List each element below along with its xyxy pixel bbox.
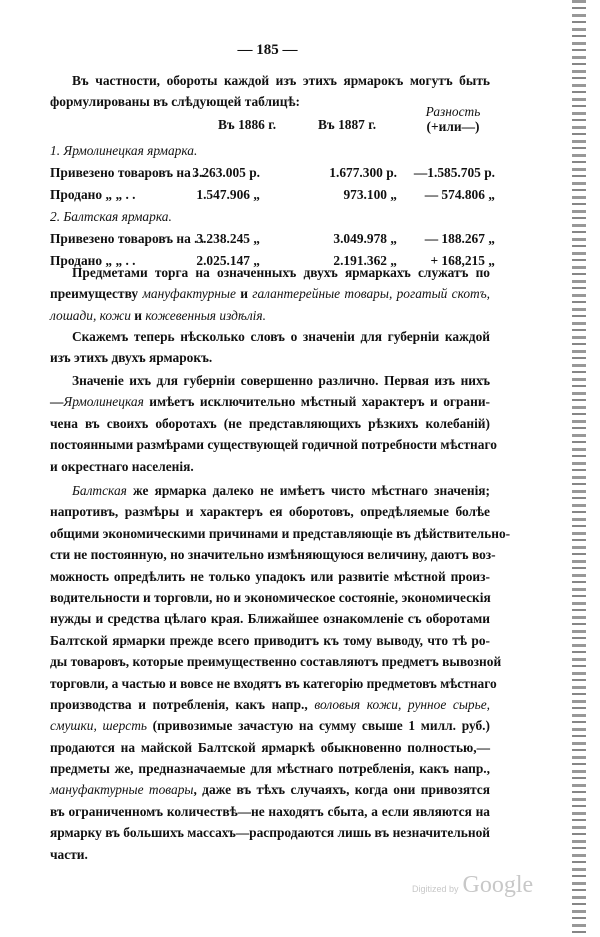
table-row [50, 162, 495, 184]
paragraph-yarmolintsy [50, 370, 497, 477]
watermark-prefix: Digitized by [412, 884, 459, 894]
text-line [50, 758, 490, 779]
text-line [50, 326, 490, 347]
text-line [50, 715, 490, 736]
text-segment: предметы же, предназначаемые для мѣстнаго потребленія, какъ напр., [50, 761, 490, 777]
table-row [50, 228, 495, 250]
table-cell: —1.585.705 р. [413, 165, 495, 180]
paragraph-significance [50, 326, 490, 369]
table-section-title: 1. Ярмолинецкая ярмарка. [50, 143, 198, 158]
header-difference-sign: (+или—) [426, 119, 480, 134]
text-line [50, 347, 490, 368]
text-line [50, 456, 490, 477]
text-segment: водительности и торговли, но и экономическое состояніе, экономическія [50, 589, 491, 605]
text-line [50, 737, 490, 758]
text-segment: Значеніе ихъ для губерніи совершенно различно. Первая изъ нихъ [72, 373, 490, 388]
table-cell: Привезено товаровъ на . . [50, 231, 205, 246]
text-line [50, 651, 502, 672]
table-cell: 2.025.147 „ [196, 253, 260, 268]
text-segment: ярмарку въ большихъ массахъ—распродаются лишь въ незначительной [50, 825, 490, 841]
paragraph-goods [50, 262, 490, 326]
text-line [50, 523, 511, 544]
text-segment: ды товаровъ, которые преимущественно составляютъ предметъ вывозной [50, 654, 502, 670]
text-segment: торговли, а частью и вовсе не входятъ въ категорію предметовъ мѣстнаго [50, 675, 497, 691]
text-segment: нужды и средства цѣлаго края. Ближайшее ознакомленіе съ оборотами [50, 611, 490, 627]
text-line [50, 434, 497, 455]
text-line [50, 587, 490, 608]
table-cell: Привезено товаровъ на . . [50, 165, 205, 180]
text-line [50, 694, 490, 715]
text-segment: Скажемъ теперь нѣсколько словъ о значеніи для губерніи каждой [72, 329, 490, 344]
table-cell: 3.238.245 „ [196, 231, 260, 246]
text-segment: Балтская [72, 483, 127, 498]
text-segment: — [50, 394, 64, 410]
text-line [50, 70, 490, 91]
text-segment: Предметами торга на означенныхъ двухъ ярмаркахъ служатъ по [72, 265, 490, 280]
fair-turnover-table [50, 104, 495, 272]
text-segment: и [130, 307, 146, 323]
text-line [50, 673, 497, 694]
text-segment: лошади, кожи [50, 307, 131, 323]
text-segment: преимуществу [50, 286, 143, 302]
text-segment: сти не постоянную, но значительно измѣняющуюся величину, даютъ воз- [50, 547, 496, 563]
text-segment: Балтской ярмарки прежде всего приводитъ къ тому выводу, что тѣ ро- [50, 632, 490, 648]
text-segment: части. [50, 846, 88, 862]
text-segment: , даже въ тѣхъ случаяхъ, когда они привозятся [193, 782, 490, 798]
text-segment: Ярмолинецкая [63, 394, 144, 410]
text-segment: мануфактурные товары [50, 782, 194, 798]
table-cell: 1.547.906 „ [196, 187, 260, 202]
header-difference-label: Разность [425, 104, 481, 119]
text-segment: продаются на майской Балтской ярмаркѣ обыкновенно полностью,— [50, 739, 490, 755]
text-segment: производства и потребленія, какъ напр., [50, 696, 315, 712]
text-segment: изъ этихъ двухъ ярмарокъ. [50, 350, 213, 366]
text-line [50, 801, 490, 822]
text-line [50, 630, 490, 651]
text-segment: въ ограниченномъ количествѣ—не находятъ сбыта, а если являются на [50, 803, 490, 819]
text-line [50, 544, 496, 565]
text-segment: же ярмарка далеко не имѣетъ чисто мѣстнаго значенія; [126, 483, 490, 498]
text-segment: галантерейные товары, рогатый скотъ, [252, 286, 490, 302]
text-segment: напротивъ, размѣры и характеръ ея оборотовъ, опредѣляемые болѣе [50, 504, 490, 520]
text-segment: и окрестнаго населенія. [50, 458, 194, 474]
table-cell: Продано „ „ . . [50, 187, 136, 202]
text-segment: кожевенныя издѣлія. [145, 307, 266, 323]
table-row [50, 184, 495, 206]
text-line [50, 608, 490, 629]
google-watermark [412, 872, 533, 899]
text-line [50, 391, 490, 412]
table-cell: + 168,215 „ [430, 253, 495, 268]
text-line [50, 283, 490, 304]
table-cell: 2.191.362 „ [333, 253, 397, 268]
page-number: — 185 — [237, 42, 298, 58]
text-line [50, 844, 490, 865]
header-1887: Въ 1887 г. [318, 117, 377, 132]
scan-edge [572, 0, 586, 937]
text-segment: формулированы въ слѣдующей таблицѣ: [50, 94, 300, 110]
text-segment: воловыя кожи, рунное сырье, [314, 696, 490, 712]
text-line [50, 305, 490, 326]
text-line [50, 566, 490, 587]
table-cell: 3.263.005 р. [192, 165, 260, 180]
watermark-brand: Google [462, 872, 534, 898]
paragraph-balta [50, 480, 511, 865]
table-cell: — 574.806 „ [424, 187, 495, 202]
text-line [50, 262, 490, 283]
text-line [50, 779, 490, 800]
text-segment: можность опредѣлить не только упадокъ или развитіе мѣстной произ- [50, 568, 490, 584]
table-cell: 1.677.300 р. [329, 165, 397, 180]
text-segment: (привозимые зачастую на сумму свыше 1 милл. руб.) [146, 718, 490, 734]
table-cell: 3.049.978 „ [333, 231, 397, 246]
text-line [50, 501, 490, 522]
table-section-title: 2. Балтская ярмарка. [50, 209, 172, 224]
text-segment: смушки, шерсть [50, 718, 147, 734]
text-segment: чена въ своихъ оборотахъ (не представляющихъ рѣзкихъ колебаній) [50, 415, 490, 431]
table-cell: — 188.267 „ [424, 231, 495, 246]
table-header [50, 104, 495, 140]
text-line [50, 413, 490, 434]
header-difference [408, 104, 498, 134]
text-line [50, 822, 490, 843]
table-cell: Продано „ „ . . [50, 253, 136, 268]
text-line [50, 370, 490, 391]
header-1886: Въ 1886 г. [218, 117, 277, 132]
text-line [50, 480, 490, 501]
text-segment: Въ частности, обороты каждой изъ этихъ ярмарокъ могутъ быть [72, 73, 490, 88]
text-segment: постоянными размѣрами существующей годичной потребности мѣстнаго [50, 437, 497, 453]
table-cell: 973.100 „ [343, 187, 397, 202]
text-segment: имѣетъ исключительно мѣстный характеръ и ограни- [143, 394, 490, 410]
text-segment: общими экономическими причинами и представляющіе въ дѣйствительно- [50, 525, 511, 541]
text-segment: мануфактурные [142, 286, 236, 302]
text-segment: и [235, 286, 253, 302]
